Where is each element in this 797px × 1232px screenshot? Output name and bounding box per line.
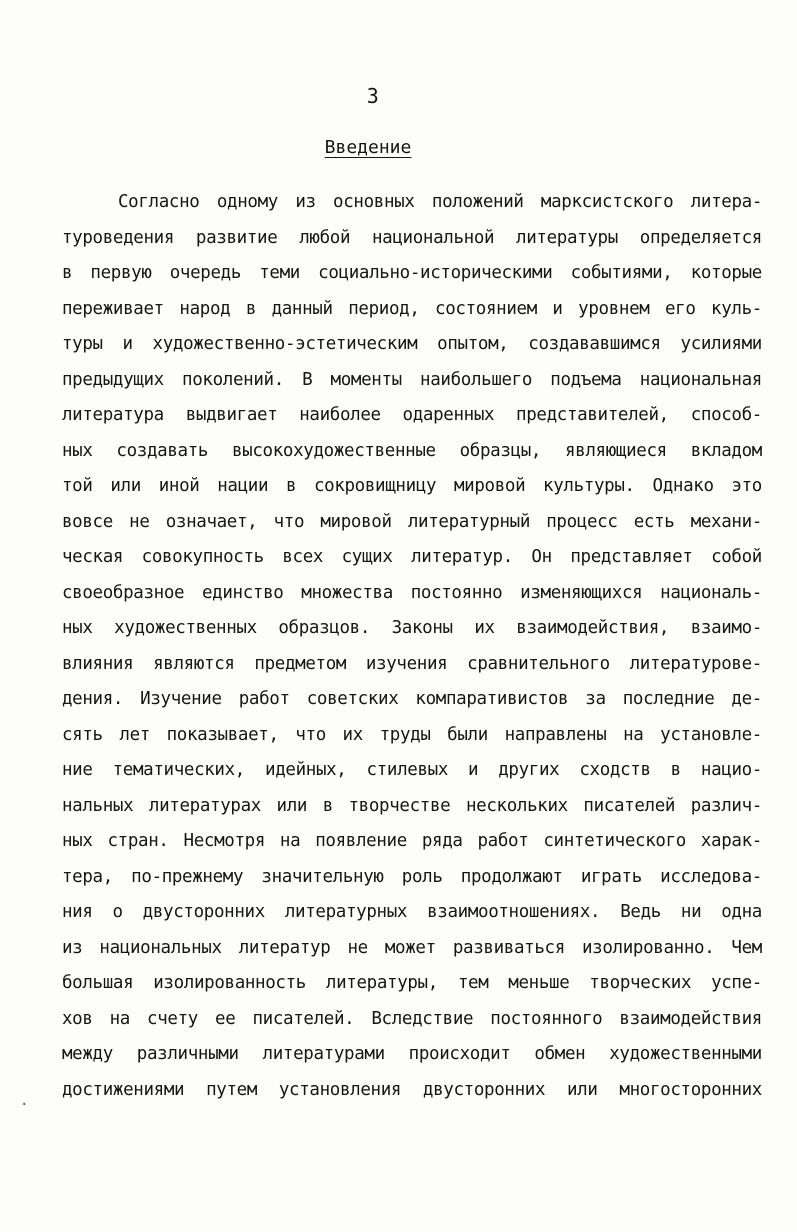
text-line: туроведения развитие любой национальной литературы определяется — [62, 227, 762, 248]
body-paragraph — [62, 185, 762, 1108]
text-line: ных стран. Несмотря на появление ряда работ синтетического харак- — [62, 831, 762, 851]
text-line: влияния являются предметом изучения сравнительного литературове- — [62, 653, 762, 674]
text-line: своеобразное единство множества постоянно изменяющихся националь- — [62, 582, 762, 603]
text-line: ние тематических, идейных, стилевых и других сходств в нацио- — [62, 760, 762, 780]
text-line: нальных литературах или в творчестве нескольких писателей различ- — [62, 795, 762, 816]
text-line: дения. Изучение работ советских компаративистов за последние де- — [62, 689, 762, 709]
text-line: ных создавать высокохудожественные образцы, являющиеся вкладом — [62, 440, 762, 461]
text-line: ных художественных образцов. Законы их взаимодействия, взаимо- — [62, 618, 762, 638]
scan-speck: · — [20, 1097, 29, 1113]
text-line: переживает народ в данный период, состоянием и уровнем его куль- — [62, 298, 762, 319]
text-line: сять лет показывает, что их труды были направлены на установле- — [62, 724, 762, 745]
text-line: большая изолированность литературы, тем меньше творческих успе- — [62, 973, 762, 993]
text-line: ния о двусторонних литературных взаимоотношениях. Ведь ни одна — [62, 902, 762, 922]
text-line: достижениями путем установления двусторонних или многосторонних — [62, 1079, 762, 1100]
text-line: из национальных литератур не может развиваться изолированно. Чем — [62, 937, 762, 958]
text-line: туры и художественно-эстетическим опытом, создававшимся усилиями — [62, 334, 762, 354]
text-line: той или иной нации в сокровищницу мировой культуры. Однако это — [62, 476, 762, 496]
section-heading: Введение — [324, 137, 412, 158]
text-line: предыдущих поколений. В моменты наибольшего подъема национальная — [62, 369, 762, 390]
text-line: тера, по-прежнему значительную роль продолжают играть исследова- — [62, 866, 762, 887]
text-line: хов на счету ее писателей. Вследствие постоянного взаимодействия — [62, 1008, 762, 1029]
text-line: литература выдвигает наиболее одаренных представителей, способ- — [62, 405, 762, 425]
page-number: 3 — [366, 84, 380, 108]
text-line: Согласно одному из основных положений марксистского литера- — [118, 192, 762, 212]
text-line: в первую очередь теми социально-историческими событиями, которые — [62, 263, 762, 283]
text-line: ческая совокупность всех сущих литератур. Он представляет собой — [62, 547, 762, 567]
text-line: вовсе не означает, что мировой литературный процесс есть механи- — [62, 511, 762, 532]
text-line: между различными литературами происходит обмен художественными — [62, 1044, 762, 1064]
